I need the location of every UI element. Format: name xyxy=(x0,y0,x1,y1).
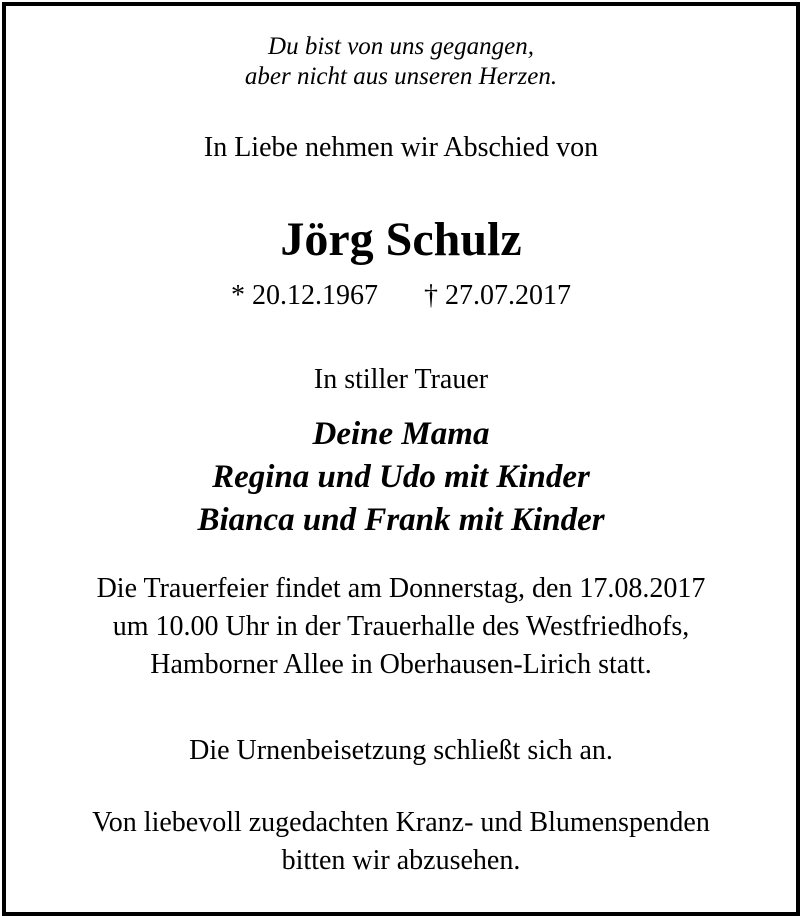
ceremony-line-2: um 10.00 Uhr in der Trauerhalle des Westfriedhofs, xyxy=(112,611,690,642)
ceremony-line-3: Hamborner Allee in Oberhausen-Lirich statt. xyxy=(150,649,652,680)
flowers-note-line-1: Von liebevoll zugedachten Kranz- und Blumenspenden xyxy=(92,807,710,838)
burial-note: Die Urnenbeisetzung schließt sich an. xyxy=(189,735,613,766)
mourner-line-2: Regina und Udo mit Kinder xyxy=(212,459,590,495)
motto-line-1: Du bist von uns gegangen, xyxy=(268,33,534,60)
flowers-note-line-2: bitten wir abzusehen. xyxy=(281,845,521,876)
birth-date: * 20.12.1967 xyxy=(231,280,378,311)
obituary-notice xyxy=(2,2,800,916)
life-dates xyxy=(6,280,796,312)
death-date: † 27.07.2017 xyxy=(424,280,571,311)
mourner-line-3: Bianca und Frank mit Kinder xyxy=(197,502,605,538)
motto-line-2: aber nicht aus unseren Herzen. xyxy=(244,63,558,90)
ceremony-line-1: Die Trauerfeier findet am Donnerstag, den 17.08.2017 xyxy=(96,573,706,604)
mourner-line-1: Deine Mama xyxy=(312,416,490,452)
intro-text: In Liebe nehmen wir Abschied von xyxy=(203,132,599,163)
mourning-label: In stiller Trauer xyxy=(313,364,489,395)
deceased-name: Jörg Schulz xyxy=(280,213,522,266)
